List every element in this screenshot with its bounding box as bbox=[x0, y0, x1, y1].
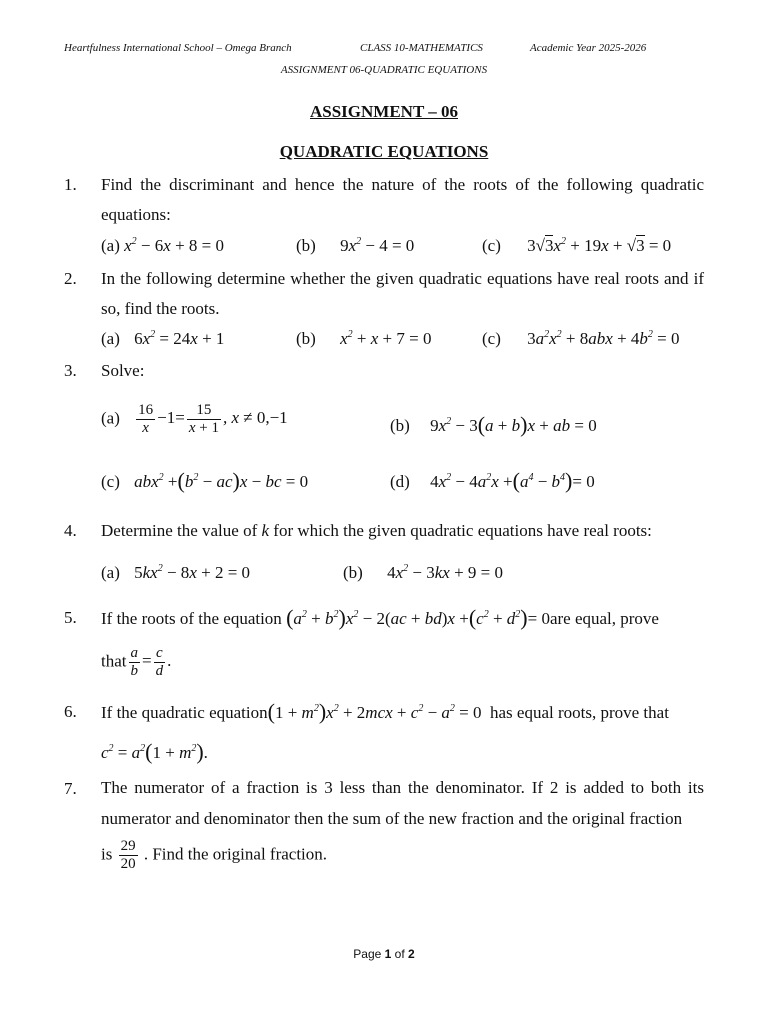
part-label: (b) bbox=[296, 236, 316, 255]
page-footer bbox=[0, 947, 768, 961]
text-fragment: If the quadratic equation bbox=[101, 703, 268, 722]
part-label: (a) bbox=[101, 408, 120, 428]
text-fragment: Determine the value of bbox=[101, 521, 262, 540]
part-label: (c) bbox=[101, 472, 120, 491]
q1-part-c: (c) $3√3x^2 + 19x + √3 = 0$ bbox=[482, 236, 672, 255]
page-number: 1 bbox=[384, 947, 392, 961]
q7-fraction-line bbox=[101, 838, 327, 873]
q3-part-b: (b) $9x^2 - 3(a + b)x$ + ab = 0 bbox=[390, 412, 597, 437]
q1-part-a: (a) $x^2 - 6x + 8 = 0$ bbox=[101, 236, 224, 255]
part-label: (b) bbox=[390, 416, 410, 435]
q4-part-b: (b) $4x^2 - 3kx + 9 = 0$ bbox=[343, 563, 503, 582]
text-fragment: If the roots of the equation bbox=[101, 609, 282, 628]
topic-title: QUADRATIC EQUATIONS bbox=[279, 142, 489, 161]
part-label: (b) bbox=[296, 329, 316, 348]
question-text: If the roots of the equation $(a^2 + b^2)x^2 - 2(ac + bd)x +(c^2 + d^2)= 0are$ equal, prove bbox=[101, 605, 659, 630]
question-text: If the quadratic equation(1 + $m^2)x^2 + 2mcx + c^2 - a^2 = 0$ has equal roots, prove that bbox=[101, 699, 669, 724]
school-name: Heartfulness International School – Omega Branch bbox=[64, 42, 292, 54]
class-label: CLASS 10-MATHEMATICS bbox=[360, 42, 483, 54]
question-text: Find the discriminant and hence the nature of the roots of the following quadratic equations: bbox=[101, 175, 704, 224]
q4-part-a: (a) $5kx^2 - 8x + 2 = 0$ bbox=[101, 563, 251, 582]
text-fragment: for which the given quadratic equations have real roots: bbox=[269, 521, 652, 540]
question-number: 1. bbox=[64, 175, 77, 194]
part-label: (c) bbox=[482, 329, 501, 348]
question-number: 4. bbox=[64, 521, 77, 540]
text-fragment: that bbox=[101, 651, 127, 671]
q2-part-b: (b) $x^2 + x + 7 = 0$ bbox=[296, 329, 432, 348]
part-label: (b) bbox=[343, 563, 363, 582]
text-fragment: has equal roots, prove that bbox=[490, 703, 669, 722]
question-text bbox=[101, 521, 652, 541]
page-total: 2 bbox=[408, 947, 415, 961]
page-word: Page bbox=[353, 947, 382, 961]
question-number: 7. bbox=[64, 779, 77, 798]
academic-year: Academic Year 2025-2026 bbox=[530, 42, 647, 54]
q3-part-a: (a) $\frac{16}{x}$ −1= $\frac{15}{x + 1}$ , x ≠ 0,−1 bbox=[101, 402, 288, 436]
q2-part-c: (c) $3a^2x^2 + 8abx + 4b^2 = 0$ bbox=[482, 329, 680, 348]
question-text: Solve: bbox=[101, 361, 145, 380]
part-label: (a) bbox=[101, 236, 120, 255]
of-word: of bbox=[394, 947, 405, 961]
q3-part-c: (c) $abx^2 +(b^2 - ac)x$ − bc = 0 bbox=[101, 468, 309, 493]
q5-prove-line: that $\frac{a}{b}$ = $\frac{c}{d}$ . bbox=[101, 645, 172, 679]
question-number: 3. bbox=[64, 361, 77, 380]
part-label: (a) bbox=[101, 563, 120, 582]
text-fragment: . Find the original fraction. bbox=[143, 844, 328, 864]
question-text: In the following determine whether the given quadratic equations have real roots and if so, find the roots. bbox=[101, 269, 704, 318]
q3-part-d: (d) $4x^2 - 4a^2x +(a^4 - b^4)= 0$ bbox=[390, 468, 595, 493]
part-label: (d) bbox=[390, 472, 410, 491]
part-label: (c) bbox=[482, 236, 501, 255]
fraction-denominator: 20 bbox=[120, 856, 136, 872]
question-number: 6. bbox=[64, 702, 77, 721]
question-text: The numerator of a fraction is 3 less than the denominator. If 2 is added to both its numerator and denominator then the sum of the new fraction and the original fraction bbox=[101, 778, 704, 828]
assignment-title: ASSIGNMENT – 06 bbox=[310, 102, 458, 121]
q6-prove-line: $c^2 = a^2(1 + m^2)$. bbox=[101, 739, 208, 764]
text-fragment: are equal, prove bbox=[549, 609, 659, 628]
q2-part-a: (a) $6x^2 = 24x + 1$ bbox=[101, 329, 225, 348]
part-label: (a) bbox=[101, 329, 120, 348]
fraction-numerator: 29 bbox=[120, 838, 136, 854]
assignment-subheader: ASSIGNMENT 06-QUADRATIC EQUATIONS bbox=[280, 64, 488, 76]
question-number: 5. bbox=[64, 608, 77, 627]
variable-k: k bbox=[261, 521, 270, 540]
text-fragment: is bbox=[101, 844, 113, 864]
question-number: 2. bbox=[64, 269, 77, 288]
q1-part-b: (b) $9x^2 - 4 = 0$ bbox=[296, 236, 415, 255]
